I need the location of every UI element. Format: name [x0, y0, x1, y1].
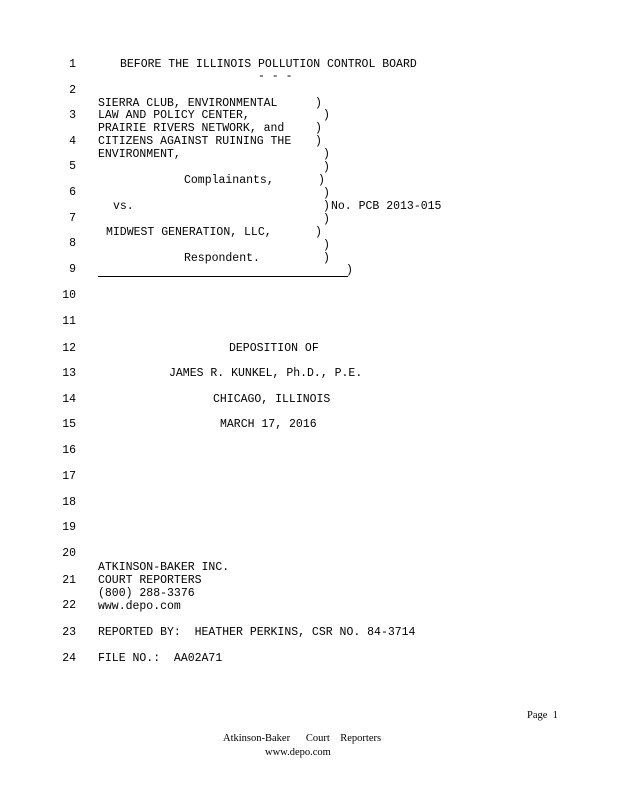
deposition-date: MARCH 17, 2016: [220, 418, 317, 431]
deposition-of: DEPOSITION OF: [229, 342, 319, 355]
line-number: 24: [62, 652, 76, 665]
caption-paren: ): [315, 135, 322, 148]
line-number: 10: [62, 289, 76, 302]
line-number: 18: [62, 496, 76, 509]
line-number: 5: [69, 160, 76, 173]
caption-paren: ): [315, 97, 322, 110]
line-number: 15: [62, 418, 76, 431]
caption-paren: ): [346, 264, 353, 277]
line-number: 2: [69, 84, 76, 97]
reporter-web: www.depo.com: [98, 600, 181, 613]
caption-paren: ): [323, 200, 330, 213]
line-number: 17: [62, 470, 76, 483]
party-line: PRAIRIE RIVERS NETWORK, and: [98, 122, 285, 135]
line-number: 6: [69, 186, 76, 199]
line-number: 7: [69, 212, 76, 225]
reporter-phone: (800) 288-3376: [98, 587, 195, 600]
reporter-company: ATKINSON-BAKER INC.: [98, 561, 230, 574]
party-line: ENVIRONMENT,: [98, 148, 181, 161]
deponent-name: JAMES R. KUNKEL, Ph.D., P.E.: [169, 367, 363, 380]
line-number: 20: [62, 547, 76, 560]
line-number: 12: [62, 342, 76, 355]
caption-paren: ): [323, 148, 330, 161]
vs-label: vs.: [113, 200, 134, 213]
case-number: No. PCB 2013-015: [331, 200, 442, 213]
caption-paren: ): [315, 122, 322, 135]
caption-paren: ): [318, 174, 325, 187]
heading-dashes: - - -: [258, 70, 293, 83]
page-label: Page 1: [527, 710, 558, 721]
line-number: 16: [62, 444, 76, 457]
line-number: 14: [62, 393, 76, 406]
line-number: 21: [62, 574, 76, 587]
party-line: LAW AND POLICY CENTER,: [98, 109, 250, 122]
reported-by: REPORTED BY: HEATHER PERKINS, CSR NO. 84-3714: [98, 626, 416, 639]
caption-paren: ): [323, 213, 330, 226]
file-number: FILE NO.: AA02A71: [98, 652, 223, 665]
party-line: CITIZENS AGAINST RUINING THE: [98, 135, 292, 148]
caption-paren: ): [323, 161, 330, 174]
respondent-label: Respondent.: [184, 252, 260, 265]
line-number: 1: [69, 58, 76, 71]
line-number: 4: [69, 135, 76, 148]
footer-company: Atkinson-Baker Court Reporters: [223, 733, 382, 744]
caption-paren: ): [323, 109, 330, 122]
line-number: 23: [62, 626, 76, 639]
caption-paren: ): [323, 187, 330, 200]
deposition-location: CHICAGO, ILLINOIS: [213, 393, 331, 406]
caption-paren: ): [323, 252, 330, 265]
caption-underline: [98, 276, 348, 277]
party-line: SIERRA CLUB, ENVIRONMENTAL: [98, 97, 278, 110]
caption-paren: ): [323, 239, 330, 252]
line-number: 11: [62, 315, 76, 328]
reporter-type: COURT REPORTERS: [98, 574, 202, 587]
line-number: 3: [69, 109, 76, 122]
line-number: 13: [62, 367, 76, 380]
line-number: 8: [69, 237, 76, 250]
line-number: 22: [62, 599, 76, 612]
line-number: 19: [62, 521, 76, 534]
board-heading: BEFORE THE ILLINOIS POLLUTION CONTROL BOARD: [120, 58, 417, 71]
complainants-label: Complainants,: [184, 174, 274, 187]
caption-paren: ): [315, 226, 322, 239]
respondent-name: MIDWEST GENERATION, LLC,: [106, 226, 272, 239]
footer-web: www.depo.com: [265, 747, 331, 758]
line-number: 9: [69, 263, 76, 276]
